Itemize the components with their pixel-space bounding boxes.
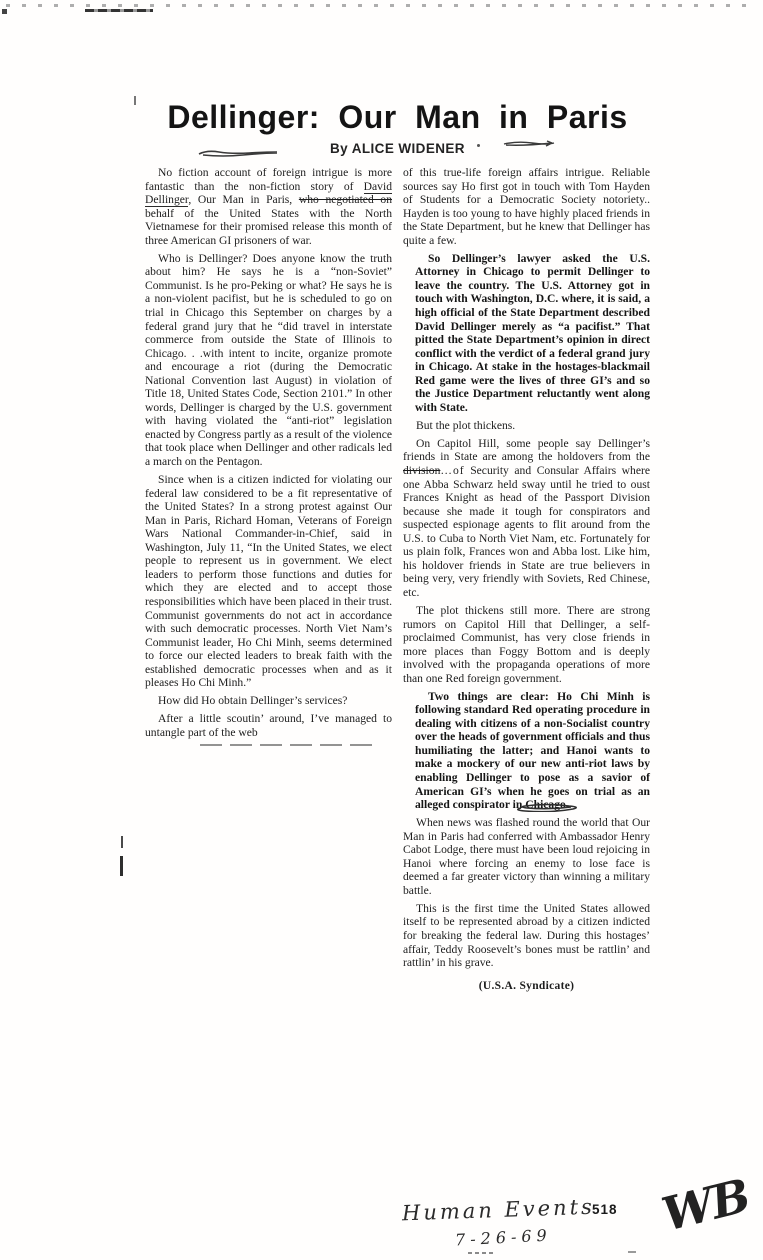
paragraph-bold: So Dellinger’s lawyer asked the U.S. Attorney in Chicago to permit Dellinger to leave the country. The U.S. Attorney got in touch with Washington, D.C. where, it is said, a high official of the State Department described David Dellinger merely as “a pacifist.” That pitted the State Department’s opinion in direct conflict with the verdict of a federal grand jury in Chicago. At stake in the hostages-blackmail Red game were the lives of three GI’s and so the Justice Department reluctantly went along with State.	[415, 251, 650, 414]
article-title: Dellinger: Our Man in Paris	[167, 99, 628, 135]
handwritten-source-note: Human Events	[401, 1194, 596, 1226]
hand-marked-phrase: who negotiated on	[298, 193, 392, 207]
paragraph-text: , Our Man in Paris,	[188, 193, 299, 207]
handwritten-initials: WB	[656, 1168, 754, 1242]
page-number: 518	[592, 1202, 618, 1217]
scan-smudge	[85, 9, 153, 12]
scan-margin-mark	[121, 836, 123, 848]
paragraph: After a little scoutin’ around, I’ve managed to untangle part of the web	[145, 712, 392, 739]
paragraph: But the plot thickens.	[416, 418, 516, 432]
paragraph-text: behalf of the United States with the North Vietnamese for their promised release this month of three American GI prisoners of war.	[145, 206, 392, 247]
paragraph-text: …of	[440, 463, 465, 477]
paragraph-text: Security and Consular Affairs where one Abba Schwarz held sway until he tried to oust Frances Knight as head of the Passport Division because she made it tough for conspirators and suspected espionage agents to flit around from the U.S. to Cuba to North Viet Nam, etc. Fortunately for us plain folk, Frances won and Abba lost. Like him, his holdover friends in State are true believers in being very, very friendly with Soviets, Red Chinese, etc.	[403, 463, 650, 599]
paragraph: When news was flashed round the world that Our Man in Paris had conferred with Ambassador Henry Cabot Lodge, there must have been loud rejoicing in Hanoi where forcing an enemy to lose face is deemed a far greater victory than winning a military battle.	[403, 816, 650, 897]
handwritten-squiggle-icon	[197, 149, 279, 157]
paragraph	[403, 437, 650, 600]
scan-corner-mark	[2, 9, 7, 14]
film-dotted-edge	[6, 4, 757, 7]
article-body	[145, 166, 650, 998]
handwritten-date-note: 7-26-69	[454, 1225, 553, 1250]
ink-dot	[477, 144, 480, 147]
paragraph: of this true-life foreign affairs intrigue. Reliable sources say Ho first got in touch with Tom Hayden of Students for a Democratic Society notoriety.. Hayden is too young to have highly placed friends in the State Department, but he knew that Dellinger has quite a few.	[403, 166, 650, 247]
paragraph: Since when is a citizen indicted for violating our federal law considered to be a fit representative of the United States? In a strong protest against Our Man in Paris, Richard Homan, Veterans of Foreign Wars National Commander-in-Chief, said in Washington, July 11, “In the United States, we elect people to represent us in government. We elect leaders to perform those functions and duties for which they are elected and to accept those responsibilities which have been placed in their trust. Communist governments do not act in accordance with such democratic processes. North Viet Nam’s Communist leader, Ho Chi Minh, seems determined to force our elected leaders to break faith with the established democratic processes when and as it pleases Ho Chi Minh.”	[145, 473, 392, 690]
paragraph-text: No fiction account of foreign intrigue is more fantastic than the non-fiction story of	[145, 166, 392, 193]
paragraph	[145, 166, 392, 247]
article-header	[145, 100, 650, 156]
scan-margin-mark	[134, 96, 136, 105]
hand-struck-word: division	[403, 463, 441, 477]
handwritten-dash-icon	[503, 140, 555, 147]
paragraph: How did Ho obtain Dellinger’s services?	[158, 694, 348, 708]
scan-smudge	[628, 1251, 636, 1253]
paragraph-bold: Two things are clear: Ho Chi Minh is following standard Red operating procedure in dealing with citizens of a non-Socialist country over the heads of government officials and thus humiliating the latter; and Hanoi wants to make a mockery of our new anti-riot laws by enabling Dellinger to pose as a savior of American GI’s when he goes on trial as an alleged conspirator in Chicago.	[415, 689, 650, 812]
syndicate-credit: (U.S.A. Syndicate)	[478, 979, 575, 992]
handwritten-squiggle-icon	[511, 803, 581, 812]
column-left	[145, 166, 392, 998]
underlined-name: David Dellinger	[145, 179, 392, 207]
column-right	[403, 166, 650, 998]
paragraph-text: On Capitol Hill, some people say Dellinger’s friends in State are among the holdovers from the	[403, 436, 650, 464]
paragraph: This is the first time the United States allowed itself to be represented abroad by a citizen indicted for breaking the federal law. During this hostages’ affair, Teddy Roosevelt’s bones must be rattlin’ and rattlin’ in his grave.	[403, 901, 650, 970]
scan-margin-mark	[120, 856, 123, 876]
article-byline: By ALICE WIDENER	[330, 141, 465, 157]
column-end-dashed-rule	[200, 744, 378, 746]
scan-smudge	[468, 1252, 494, 1254]
paragraph: The plot thickens still more. There are strong rumors on Capitol Hill that Dellinger, a self-proclaimed Communist, has very close friends in more places than Foggy Bottom and is deeply involved with the propaganda operations of more than one Red foreign government.	[403, 603, 650, 685]
paragraph: Who is Dellinger? Does anyone know the truth about him? He says he is a “non-Soviet” Communist. Is he pro-Peking or what? He says he is a non-violent pacifist, but he is scheduled to go on trial in Chicago this September on charges by a federal grand jury that he “did travel in interstate commerce from outside the State of Illinois to Chicago. . .with intent to incite, organize promote and encourage a riot (during the Democratic National Convention last August) in violation of Title 18, United States Code, Section 2101.” In other words, Dellinger is charged by the U.S. government with having violated the “anti-riot” legislation enacted by Congress partly as a result of the violence that took place when Dellinger and other radicals led a march on the Pentagon.	[145, 251, 392, 468]
